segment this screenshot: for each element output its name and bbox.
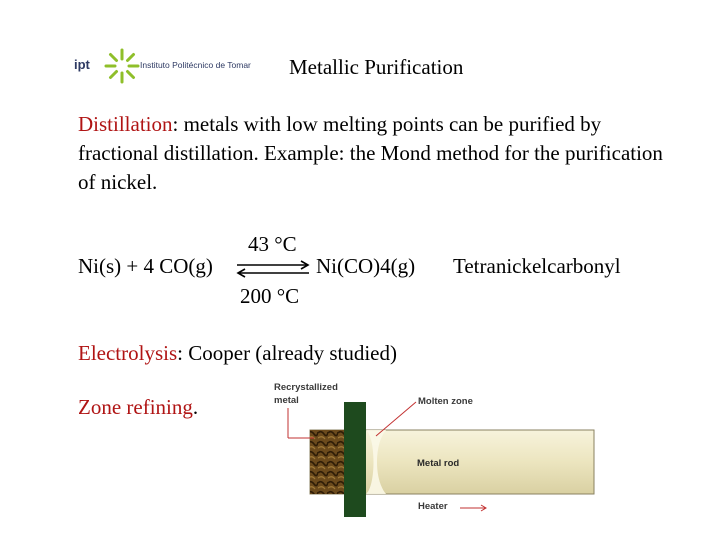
metal-rod-label: Metal rod <box>417 458 460 469</box>
logo-abbrev: ipt <box>74 57 90 72</box>
equilibrium-arrows-icon <box>235 260 311 278</box>
slide-title: Metallic Purification <box>289 55 464 79</box>
distillation-text: : metals with low melting points can be purified by fractional distillation. Example: the Mond method for the purification of nickel. <box>78 112 663 194</box>
electrolysis-line <box>78 341 397 366</box>
molten-zone-label: Molten zone <box>418 396 473 407</box>
recrystallized-metal-label: metal <box>274 395 299 406</box>
zone-refining-period: . <box>192 395 199 419</box>
zone-refining-diagram <box>268 380 598 520</box>
zone-refining-term: Zone refining <box>78 395 193 419</box>
recrystallized-section <box>310 430 348 494</box>
equation-forward-temperature: 43 °C <box>248 232 297 256</box>
equation-product-name: Tetranickelcarbonyl <box>453 254 621 278</box>
electrolysis-text: : Cooper (already studied) <box>177 341 397 365</box>
equation-reactants: Ni(s) + 4 CO(g) <box>78 254 213 278</box>
sun-logo-icon <box>102 46 142 86</box>
logo-institution-name: Instituto Politécnico de Tomar <box>140 60 251 70</box>
institution-logo <box>72 44 260 88</box>
electrolysis-term: Electrolysis <box>78 341 178 365</box>
heater-ring <box>344 402 366 517</box>
distillation-paragraph <box>78 110 678 197</box>
recrystallized-label: Recrystallized <box>274 382 338 393</box>
zone-refining-line <box>78 395 198 420</box>
heater-label: Heater <box>418 501 448 512</box>
equation-product: Ni(CO)4(g) <box>316 254 416 278</box>
equation-reverse-temperature: 200 °C <box>240 284 300 308</box>
distillation-term: Distillation <box>78 112 173 136</box>
